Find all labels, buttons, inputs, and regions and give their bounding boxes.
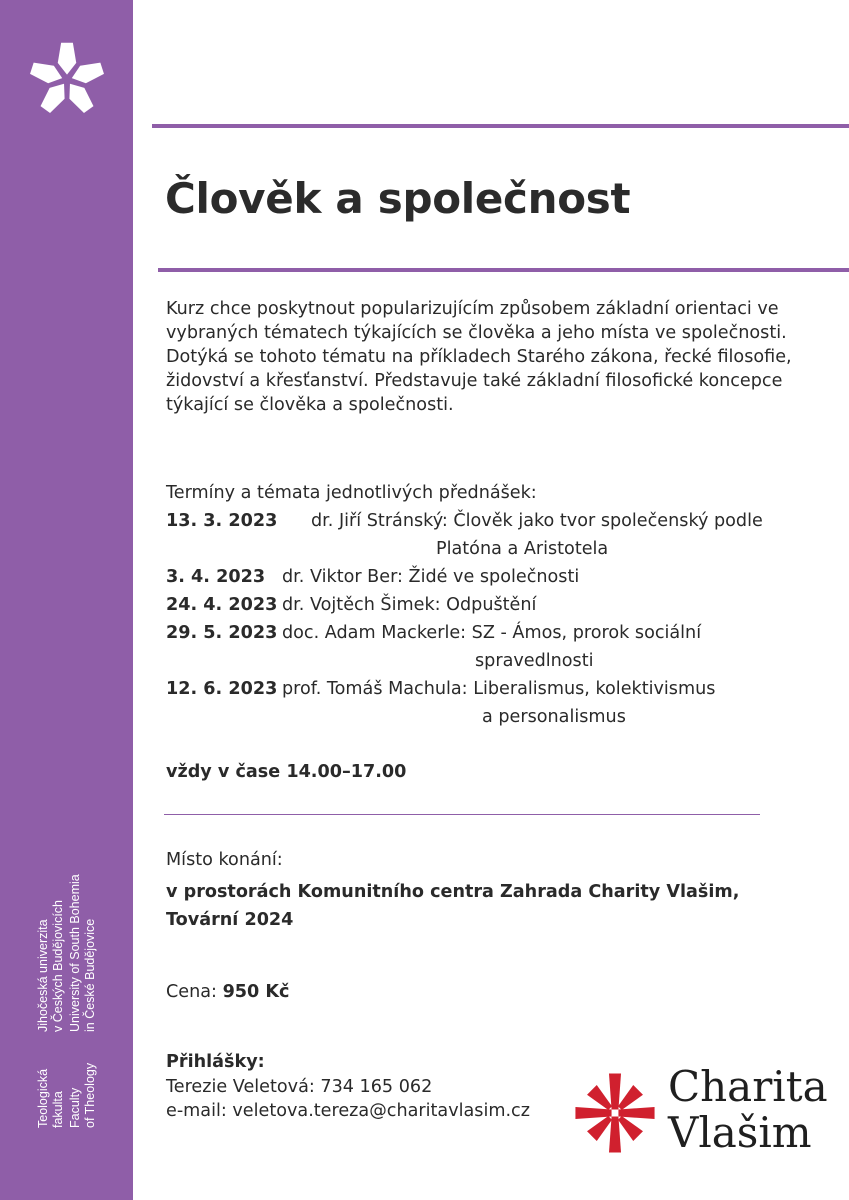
price-label: Cena: [166,982,217,1002]
lecture-title-continued: a personalismus [482,707,626,727]
venue-address: v prostorách Komunitního centra Zahrada Charity Vlašim, Tovární 2024 [166,882,740,930]
charita-logo-text: Charita Vlašim [668,1062,828,1157]
lecture-date: 24. 4. 2023 [166,595,278,615]
title-divider [158,268,849,272]
lecture-title: dr. Jiří Stránský: Člověk jako tvor společenský podle [311,511,763,531]
schedule-heading: Termíny a témata jednotlivých přednášek: [166,483,537,503]
lecture-title: dr. Viktor Ber: Židé ve společnosti [282,567,580,587]
lecture-title-continued: Platóna a Aristotela [436,539,609,559]
lecture-title-continued: spravedlnosti [475,651,594,671]
lecture-date: 3. 4. 2023 [166,567,266,587]
top-divider [152,124,849,128]
flower-icon [24,36,110,120]
time-note: vždy v čase 14.00–17.00 [166,762,407,782]
lecture-title: doc. Adam Mackerle: SZ - Ámos, prorok sociální [282,623,702,643]
lecture-title: prof. Tomáš Machula: Liberalismus, kolektivismus [282,679,716,699]
registration-email[interactable]: e-mail: veletova.tereza@charitavlasim.cz [166,1101,530,1121]
charita-cross-icon [572,1070,658,1156]
lecture-title: dr. Vojtěch Šimek: Odpuštění [282,595,537,615]
registration-heading: Přihlášky: [166,1052,265,1072]
section-divider [164,814,760,815]
price-value: 950 Kč [222,982,290,1002]
faculty-name-cs: Teologická fakulta [36,1068,65,1128]
course-description: Kurz chce poskytnout popularizujícím způsobem základní orientaci ve vybraných tématech týkajících se člověka a jeho místa ve společnosti. Dotýká se tohoto tématu na příkladech Starého zákona, řecké filosofie, židovství a křesťanství. Představuje také základní filosofické koncepce týkající se člověka a společnosti. [166,299,792,415]
university-name-en: University of South Bohemia in České Budějovice [68,874,97,1032]
faculty-name-en: Faculty of Theology [68,1062,97,1128]
price [166,982,289,1002]
lecture-date: 29. 5. 2023 [166,623,278,643]
lecture-date: 12. 6. 2023 [166,679,278,699]
sidebar [0,0,133,1200]
university-name-cs: Jihočeská univerzita v Českých Budějovicích [36,899,65,1032]
page-title: Člověk a společnost [165,174,631,223]
registration-phone: Terezie Veletová: 734 165 062 [166,1077,433,1097]
lecture-date: 13. 3. 2023 [166,511,278,531]
venue-label: Místo konání: [166,850,283,870]
